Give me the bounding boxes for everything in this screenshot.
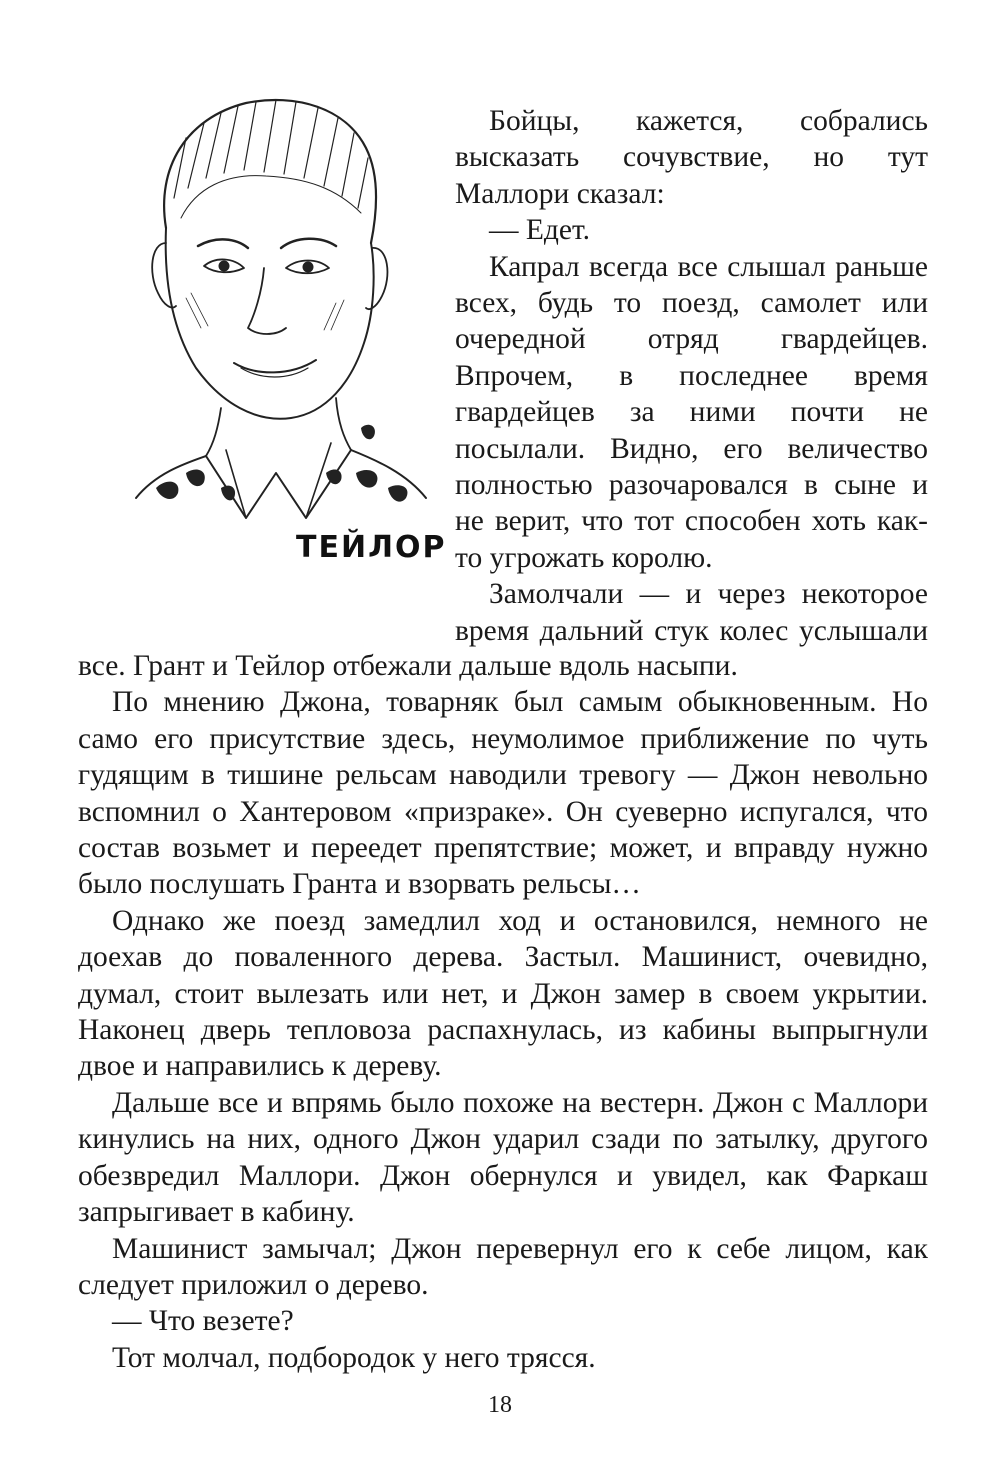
paragraph: — Что везете?: [112, 1305, 294, 1338]
paragraph: Машинист замычал; Джон перевернул его к себе лицом, как следует приложил о дерево.: [78, 1232, 928, 1301]
full-width-text: [78, 648, 928, 1376]
paragraph: По мнению Джона, товарняк был самым обыкновенным. Но само его присутствие здесь, неумолимое приближение по чуть гудящим в тишине рельсам наводили тревогу — Джон невольно вспомнил о Хантеровом «призраке». Он суеверно испугался, что состав возьмет и переедет препятствие; может, и вправду нужно было послушать Гранта и взорвать рельсы…: [78, 686, 928, 901]
portrait-illustration: [126, 78, 436, 578]
paragraph: Капрал всегда все слышал раньше всех, будь то поезд, самолет или очередной отряд гвардейцев. Впрочем, в последнее время гвардейцев за ними почти не посылали. Видно, его величество полностью разочаровался в сыне и не верит, что тот способен хоть как-то угрожать королю.: [455, 250, 928, 574]
portrait-sketch-icon: [126, 78, 436, 538]
page-number: 18: [488, 1392, 512, 1418]
paragraph: Замолчали — и через некоторое время дальний стук колес услышали: [455, 578, 928, 647]
paragraph: — Едет.: [489, 214, 591, 247]
paragraph: Тот молчал, подбородок у него трясся.: [112, 1341, 596, 1374]
illustration-caption: ТЕЙЛОР: [296, 530, 447, 565]
paragraph: Однако же поезд замедлил ход и остановился, немного не доехав до поваленного дерева. Застыл. Машинист, очевидно, думал, стоит вылезать или нет, и Джон замер в своем укрытии. Наконец дверь тепловоза распахнулась, из кабины выпрыгнули двое и направились к дереву.: [78, 904, 928, 1083]
paragraph: Бойцы, кажется, собрались высказать сочувствие, но тут Маллори сказал:: [455, 105, 928, 210]
paragraph: Дальше все и впрямь было похоже на вестерн. Джон с Маллори кинулись на них, одного Джон ударил сзади по затылку, другого обезвредил Маллори. Джон обернулся и увидел, как Фаркаш запрыгивает в кабину.: [78, 1086, 928, 1229]
right-column-text: [455, 103, 928, 649]
paragraph-continuation: все. Грант и Тейлор отбежали дальше вдоль насыпи.: [78, 650, 738, 682]
